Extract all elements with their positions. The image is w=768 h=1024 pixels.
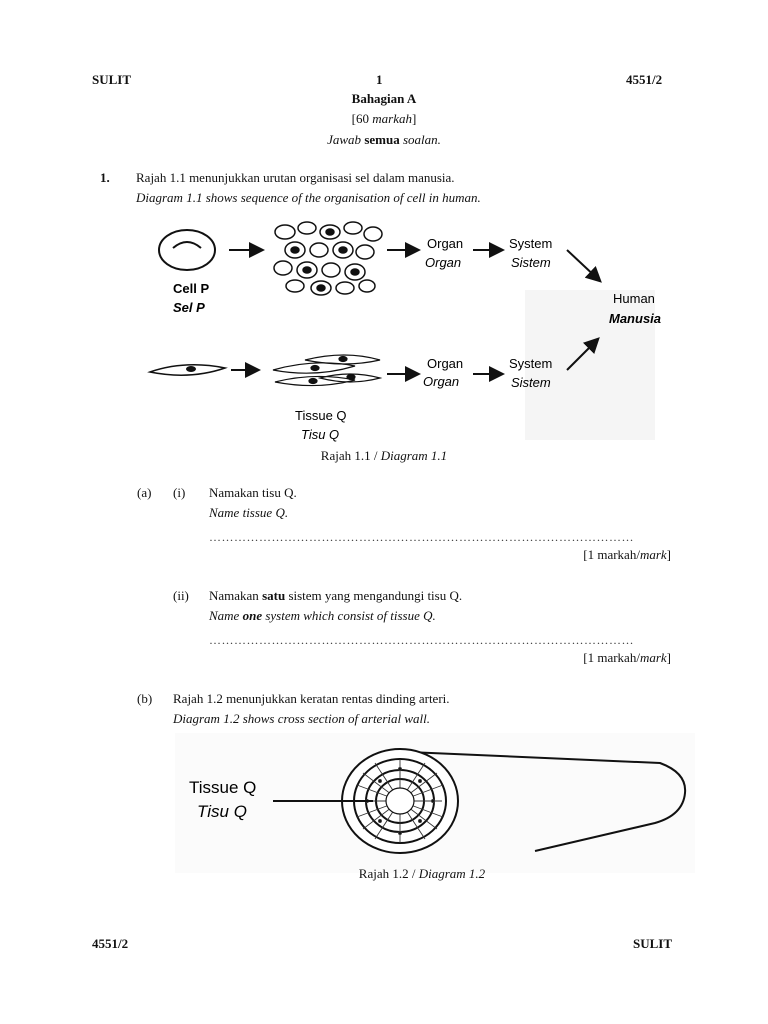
question-stem-english: Diagram 1.1 shows sequence of the organisation of cell in human. — [136, 190, 481, 205]
organ-malay-label-bottom: Organ — [423, 374, 460, 389]
diagram-1-1-caption: Rajah 1.1 / Diagram 1.1 — [320, 448, 448, 463]
system-label-bottom: System — [509, 356, 553, 371]
organ-label-top: Organ — [427, 236, 464, 251]
muscle-cell-icon — [150, 365, 225, 375]
header-left: SULIT — [92, 72, 132, 87]
tisu-q-label-2: Tisu Q — [197, 802, 247, 821]
question-number: 1. — [100, 170, 110, 185]
sistem-label-top: Sistem — [511, 255, 551, 270]
answer-line-a-i[interactable]: ………………………………………………………………………………………… — [209, 530, 634, 544]
part-a-ii-malay: Namakan satu sistem yang mengandungi tisu Q. — [209, 588, 463, 603]
marks-a-i: [1 markah/mark] — [583, 547, 671, 562]
footer-right: SULIT — [633, 936, 673, 951]
human-label: Human — [613, 291, 655, 306]
blood-tissue-icon — [274, 222, 382, 295]
manusia-label: Manusia — [609, 311, 662, 326]
diagram-1-2 — [175, 733, 695, 873]
tissue-q-label-2: Tissue Q — [189, 778, 257, 797]
header-right: 4551/2 — [626, 72, 663, 87]
organ-malay-label-top: Organ — [425, 255, 462, 270]
part-a-ii-label: (ii) — [173, 588, 189, 603]
part-a-ii-english: Name one system which consist of tissue Q. — [209, 608, 436, 623]
cell-p-label: Cell P — [173, 281, 210, 296]
lumen-icon — [386, 788, 414, 814]
part-b-malay: Rajah 1.2 menunjukkan keratan rentas dinding arteri. — [173, 691, 450, 706]
system-label-top: System — [509, 236, 553, 251]
section-marks: [60 markah] — [351, 111, 417, 126]
part-a-i-label: (i) — [173, 485, 186, 500]
tisu-q-label: Tisu Q — [301, 427, 340, 442]
tissue-q-label: Tissue Q — [295, 408, 347, 423]
marks-a-ii: [1 markah/mark] — [583, 650, 671, 665]
page-number: 1 — [376, 72, 383, 87]
cell-p-icon — [159, 230, 215, 270]
question-stem-malay: Rajah 1.1 menunjukkan urutan organisasi sel dalam manusia. — [136, 170, 455, 185]
arrow-icon — [567, 250, 599, 280]
tissue-q-icon — [273, 355, 380, 386]
organ-label-bottom: Organ — [427, 356, 464, 371]
diagram-1-2-caption: Rajah 1.2 / Diagram 1.2 — [358, 866, 486, 881]
footer-left: 4551/2 — [92, 936, 129, 951]
part-a-label: (a) — [137, 485, 152, 500]
sistem-label-bottom: Sistem — [511, 375, 551, 390]
part-b-english: Diagram 1.2 shows cross section of arterial wall. — [173, 711, 431, 726]
part-b-label: (b) — [137, 691, 153, 706]
answer-line-a-ii[interactable]: ………………………………………………………………………………………… — [209, 633, 634, 647]
sel-p-label: Sel P — [173, 300, 205, 315]
diagram-1-1 — [145, 210, 665, 445]
section-instruction: Jawab semua soalan. — [327, 132, 441, 147]
part-a-i-malay: Namakan tisu Q. — [209, 485, 297, 500]
part-a-i-english: Name tissue Q. — [209, 505, 289, 520]
section-title: Bahagian A — [351, 91, 417, 106]
